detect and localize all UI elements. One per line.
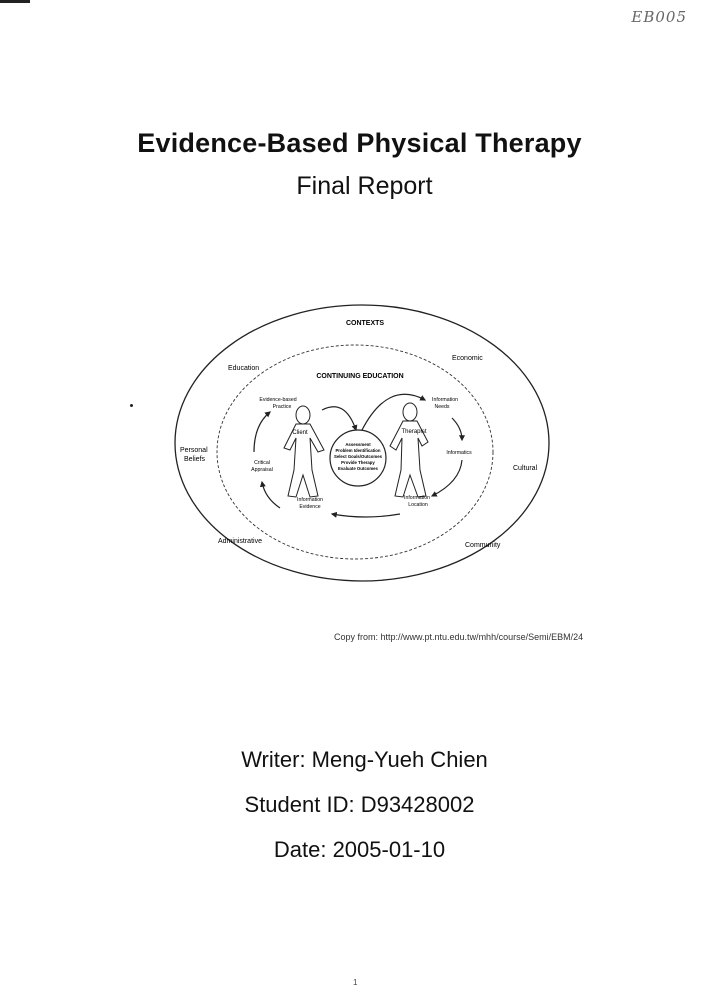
center-line-1: Assessment xyxy=(345,442,371,447)
label-community: Community xyxy=(465,542,501,549)
label-critical-1: Critical xyxy=(254,460,270,466)
arrow-informatics-to-location xyxy=(432,460,462,496)
arrow-appraisal-to-ebp xyxy=(254,412,270,452)
arrow-needs-to-informatics xyxy=(452,418,462,440)
report-subtitle: Final Report xyxy=(296,172,433,200)
writer-line: Writer: Meng-Yueh Chien xyxy=(241,747,488,772)
label-beliefs: Beliefs xyxy=(184,456,206,463)
ebp-diagram xyxy=(170,300,560,590)
label-ebp-1: Evidence-based xyxy=(259,397,297,403)
center-line-2: Problem Identification xyxy=(335,448,381,453)
stray-dot xyxy=(130,404,133,407)
label-continuing-education: CONTINUING EDUCATION xyxy=(316,373,404,380)
center-line-5: Evaluate Outcomes xyxy=(338,466,378,471)
arrow-ebp-to-center xyxy=(322,407,356,430)
label-info-needs-1: Information xyxy=(432,397,458,403)
label-info-location-2: Location xyxy=(408,502,428,508)
date-line: Date: 2005-01-10 xyxy=(273,837,446,862)
arrow-location-to-evidence xyxy=(332,514,400,517)
label-therapist: Therapist xyxy=(401,429,427,435)
label-education: Education xyxy=(228,365,260,372)
corner-mark xyxy=(0,0,30,3)
page-number: 1 xyxy=(353,978,358,987)
label-informatics: Informatics xyxy=(446,450,472,456)
student-id-line: Student ID: D93428002 xyxy=(244,792,475,817)
label-administrative: Administrative xyxy=(218,538,262,545)
diagram-source-caption: Copy from: http://www.pt.ntu.edu.tw/mhh/course/Semi/EBM/24 xyxy=(334,632,584,642)
label-info-evidence-1: Information xyxy=(297,497,323,503)
center-line-4: Provide Therapy xyxy=(341,460,375,465)
arrow-evidence-to-appraisal xyxy=(262,482,280,508)
label-info-evidence-2: Evidence xyxy=(299,504,321,510)
label-info-location-1: Information xyxy=(404,495,430,501)
therapist-figure xyxy=(390,403,428,497)
client-figure xyxy=(284,406,324,497)
label-critical-2: Appraisal xyxy=(251,467,273,473)
arrow-center-to-needs xyxy=(362,394,425,430)
label-ebp-2: Practice xyxy=(272,404,292,410)
label-personal: Personal xyxy=(180,447,208,454)
handwritten-doc-code: EB005 xyxy=(631,8,687,26)
label-info-needs-2: Needs xyxy=(434,404,450,410)
label-contexts: CONTEXTS xyxy=(345,320,385,327)
center-line-3: Select Goals/Outcomes xyxy=(333,454,383,459)
label-cultural: Cultural xyxy=(513,465,538,472)
label-client: Client xyxy=(292,430,308,436)
label-economic: Economic xyxy=(452,355,483,362)
report-title: Evidence-Based Physical Therapy xyxy=(137,128,582,158)
